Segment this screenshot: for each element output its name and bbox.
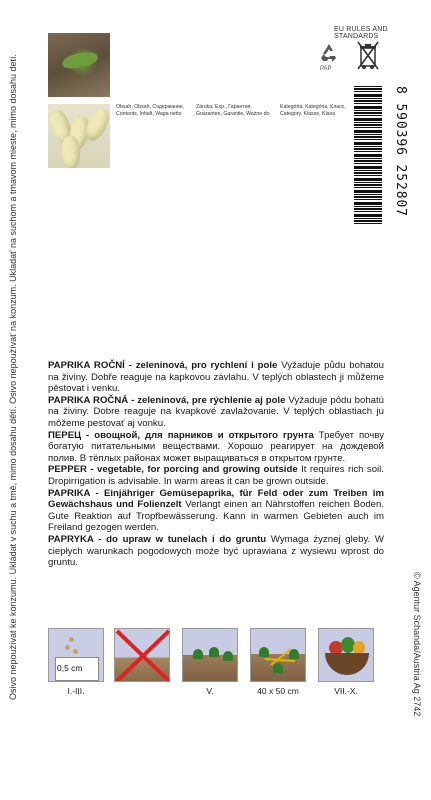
desc-de: PAPRIKA - Einjähriger Gemüsepaprika, für Feld oder zum Treiben im Gewächshaus und Folienzelt Verlangt einen an Nährstoffen reichen Boden. Gute Reaktion auf Tropfbewässerung. Kann in warmen Gebieten auch im Freiland gezogen werden.	[48, 487, 384, 534]
contents-label: Obsah, Obsah, Содержание, Contents, Inhalt, Waga netto	[116, 104, 185, 117]
description-block	[48, 360, 384, 569]
spacing-label: 40 x 50 cm	[257, 686, 299, 696]
pap-label: PAP	[320, 66, 332, 72]
guarantee-label: Záruka, Exp., Гарантия, Guarantee, Garantie, Ważne do	[196, 104, 270, 117]
planting-period-label: V.	[206, 686, 214, 696]
desc-sk: PAPRIKA ROČNÁ - zeleninová, pre rýchlenie aj pole Vyžaduje pôdu bohatú na živiny. Dobre reaguje na kvapkové zavlažovanie. V teplých oblastiach ju môžeme pestovať aj vonku.	[48, 394, 384, 429]
barcode	[354, 86, 382, 226]
desc-cz: PAPRIKA ROČNÍ - zeleninová, pro rychlení i pole Vyžaduje půdu bohatou na živiny. Dobře reaguje na kapkovou závlahu. V teplých oblastech ji můžeme pěstovat i venku.	[48, 360, 384, 395]
desc-ru: ПЕРЕЦ - овощной, для парников и открытого грунта Требует почву богатую питательными веществами. Хорошо реагирует на дождевой полив. В тёплых районах может выращиваться в открытом грунте.	[48, 429, 384, 464]
recycle-icon	[318, 42, 340, 64]
planting-icon	[182, 628, 238, 682]
harvest-icon	[318, 628, 374, 682]
sowing-period-label: I.-III.	[67, 686, 85, 696]
spacing-icon	[250, 628, 306, 682]
category-label: Kategória, Kategória, Класс, Category, Klasse, Klasa	[280, 104, 346, 117]
trash-bin-icon	[356, 40, 380, 70]
desc-en: PEPPER - vegetable, for porcing and growing outside It requires rich soil. Dropirrigation is advisable. In warm areas it can be grown outside.	[48, 464, 384, 487]
sowing-depth-label: 0,5 cm	[57, 663, 83, 673]
storage-warning-text: Osivo nepoužívat ke konzumu. Ukládat v suchu a tmě, mimo dosahu dětí. Osivo nepoužívať na konzum. Ukladať na suchom a tmavom mieste, mimo dosahu detí.	[8, 53, 18, 700]
desc-pl: PAPRYKA - do upraw w tunelach i do gruntu Wymaga żyznej gleby. W ciepłych warunkach pogodowych może być uprawiana z wysiewu wprost do gruntu.	[48, 533, 384, 569]
pepper-photo	[48, 104, 110, 168]
barcode-number: 8 590396 252807	[393, 86, 408, 217]
sowing-depth-icon	[48, 628, 104, 682]
no-direct-sowing-icon	[114, 628, 170, 682]
harvest-period-label: VII.-X.	[334, 686, 358, 696]
eu-rules-title: EU RULES AND STANDARDS	[334, 26, 388, 40]
seedling-photo	[48, 33, 110, 97]
copyright-text: © Agentur Schanda/Austria Ag 2742	[412, 572, 422, 717]
